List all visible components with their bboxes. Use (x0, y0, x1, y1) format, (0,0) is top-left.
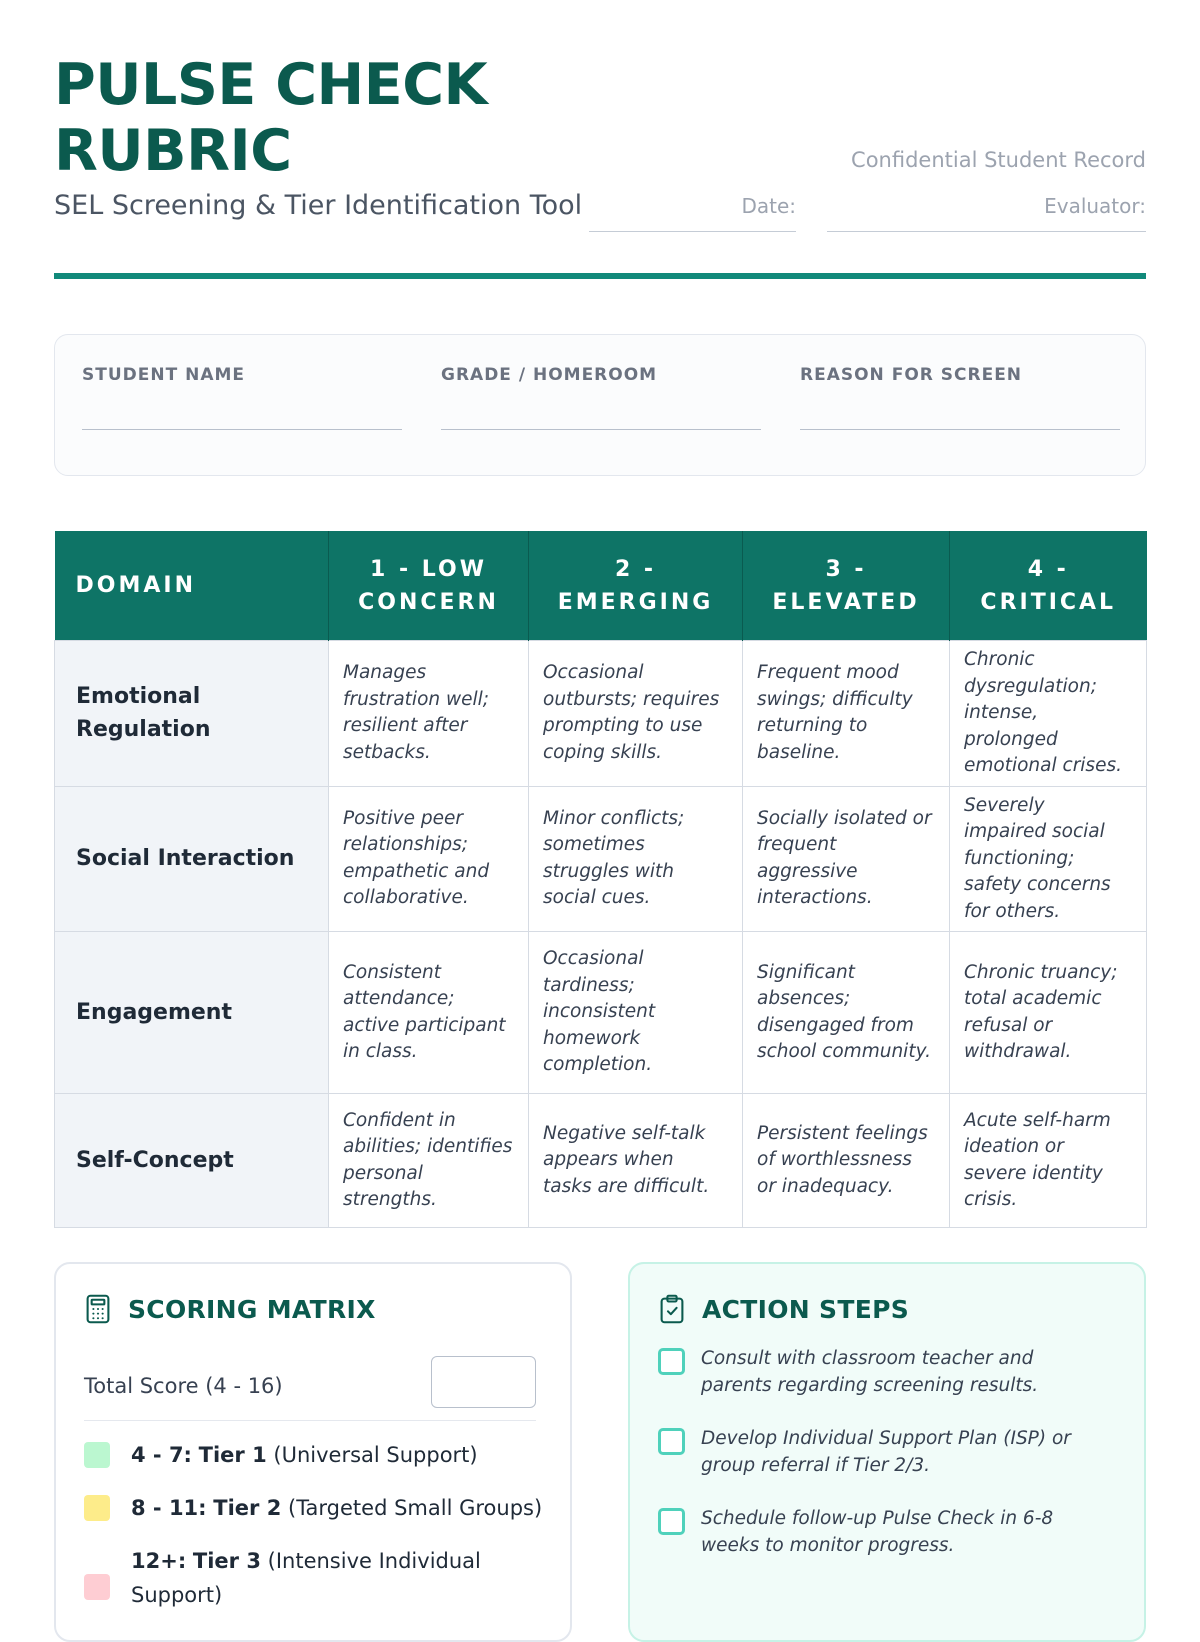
table-row (55, 786, 1147, 932)
scoring-matrix-heading: SCORING MATRIX (128, 1294, 376, 1324)
evaluator-label: Evaluator: (1044, 194, 1146, 218)
tier-3-text: 12+: Tier 3 (Intensive Individual Support) (131, 1549, 481, 1607)
action-step-2[interactable] (658, 1426, 1108, 1479)
action-step-2-checkbox[interactable] (658, 1428, 685, 1455)
action-step-1-checkbox[interactable] (658, 1348, 685, 1375)
rubric-cell[interactable]: Manages frustration well; resilient after setbacks. (329, 641, 529, 787)
page-title (54, 52, 487, 184)
domain-cell: Engagement (55, 932, 329, 1094)
rubric-header-row (55, 531, 1147, 641)
reason-for-screen-label: REASON FOR SCREEN (800, 365, 1023, 385)
header-low-concern: 1 - LOW CONCERN (329, 531, 529, 641)
rubric-cell[interactable]: Severely impaired social functioning; safety concerns for others. (950, 786, 1147, 932)
rubric-cell[interactable]: Acute self-harm ideation or severe identity crisis. (950, 1094, 1147, 1228)
action-step-1[interactable] (658, 1346, 1108, 1399)
action-steps-title (658, 1294, 909, 1324)
action-step-3-text: Schedule follow-up Pulse Check in 6-8 weeks to monitor progress. (701, 1508, 1054, 1556)
date-field[interactable] (589, 196, 796, 232)
rubric-cell[interactable]: Persistent feelings of worthlessness or inadequacy. (743, 1094, 950, 1228)
domain-cell: Emotional Regulation (55, 641, 329, 787)
rubric-cell[interactable]: Negative self-talk appears when tasks are difficult. (529, 1094, 743, 1228)
table-row (55, 932, 1147, 1094)
total-score-row (84, 1356, 536, 1421)
clipboard-check-icon (658, 1294, 686, 1324)
date-label: Date: (741, 194, 796, 218)
rubric-cell[interactable]: Consistent attendance; active participant in class. (329, 932, 529, 1094)
tier-3-item (84, 1544, 544, 1612)
action-step-3-checkbox[interactable] (658, 1508, 685, 1535)
calculator-icon (84, 1294, 112, 1324)
total-score-input[interactable] (431, 1356, 536, 1408)
rubric-cell[interactable]: Minor conflicts; sometimes struggles with social cues. (529, 786, 743, 932)
rubric-cell[interactable]: Confident in abilities; identifies personal strengths. (329, 1094, 529, 1228)
scoring-matrix-title (84, 1294, 376, 1324)
tier-1-text: 4 - 7: Tier 1 (Universal Support) (131, 1443, 478, 1467)
tier-1-swatch (84, 1442, 110, 1468)
total-score-label: Total Score (4 - 16) (84, 1374, 283, 1398)
student-name-label: STUDENT NAME (82, 365, 246, 385)
title-line-2: RUBRIC (54, 118, 292, 184)
grade-homeroom-field[interactable] (441, 365, 761, 430)
title-line-1: PULSE CHECK (54, 52, 488, 118)
header-elevated: 3 - ELEVATED (743, 531, 950, 641)
rubric-table (54, 531, 1147, 1228)
action-step-3[interactable] (658, 1506, 1108, 1559)
action-step-2-text: Develop Individual Support Plan (ISP) or group referral if Tier 2/3. (701, 1428, 1071, 1476)
student-info-box (54, 334, 1146, 476)
rubric-cell[interactable]: Occasional outbursts; requires prompting to use coping skills. (529, 641, 743, 787)
tier-2-item (84, 1491, 544, 1525)
action-step-1-text: Consult with classroom teacher and parents regarding screening results. (701, 1348, 1039, 1396)
action-steps-heading: ACTION STEPS (702, 1294, 909, 1324)
reason-for-screen-field[interactable] (800, 365, 1120, 430)
table-row (55, 641, 1147, 787)
confidential-label: Confidential Student Record (851, 148, 1146, 172)
header-domain: DOMAIN (55, 531, 329, 641)
tier-1-item (84, 1438, 544, 1472)
scoring-matrix-card (54, 1262, 572, 1642)
tier-3-swatch (84, 1574, 110, 1600)
student-name-field[interactable] (82, 365, 402, 430)
rubric-cell[interactable]: Frequent mood swings; difficulty returning to baseline. (743, 641, 950, 787)
grade-homeroom-line[interactable] (441, 429, 761, 430)
rubric-cell[interactable]: Socially isolated or frequent aggressive interactions. (743, 786, 950, 932)
rubric-cell[interactable]: Positive peer relationships; empathetic and collaborative. (329, 786, 529, 932)
rubric-page (54, 0, 1146, 1607)
reason-for-screen-line[interactable] (800, 429, 1120, 430)
table-row (55, 1094, 1147, 1228)
page-subtitle: SEL Screening & Tier Identification Tool (54, 190, 583, 221)
evaluator-field[interactable] (827, 196, 1146, 232)
action-steps-card (628, 1262, 1146, 1642)
tier-2-text: 8 - 11: Tier 2 (Targeted Small Groups) (131, 1496, 543, 1520)
header-critical: 4 - CRITICAL (950, 531, 1147, 641)
domain-cell: Social Interaction (55, 786, 329, 932)
header-emerging: 2 - EMERGING (529, 531, 743, 641)
grade-homeroom-label: GRADE / HOMEROOM (441, 365, 658, 385)
rubric-cell[interactable]: Occasional tardiness; inconsistent homework completion. (529, 932, 743, 1094)
rubric-cell[interactable]: Significant absences; disengaged from school community. (743, 932, 950, 1094)
tier-2-swatch (84, 1495, 110, 1521)
rubric-cell[interactable]: Chronic dysregulation; intense, prolonged emotional crises. (950, 641, 1147, 787)
student-name-line[interactable] (82, 429, 402, 430)
rubric-cell[interactable]: Chronic truancy; total academic refusal or withdrawal. (950, 932, 1147, 1094)
domain-cell: Self-Concept (55, 1094, 329, 1228)
header-divider (54, 273, 1146, 279)
